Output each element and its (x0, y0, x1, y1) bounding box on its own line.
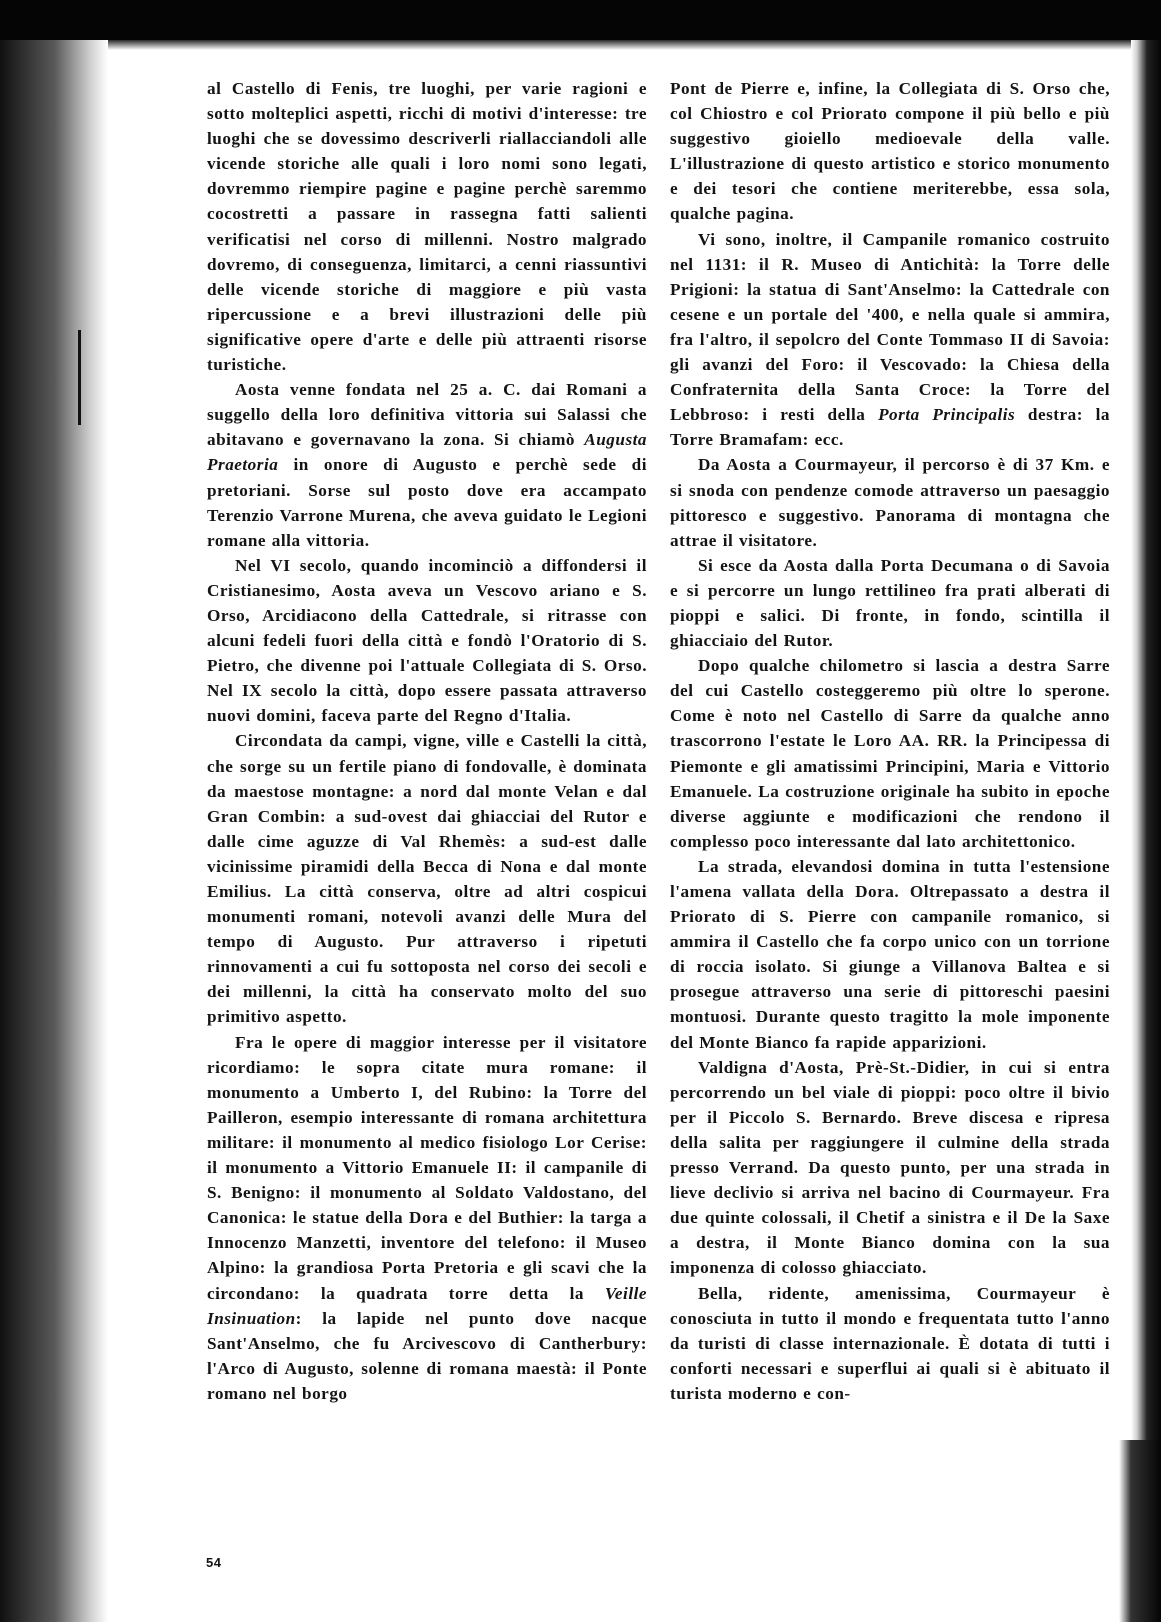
paragraph: al Castello di Fenis, tre luoghi, per varie ragioni e sotto molteplici aspetti, ricchi di motivi d'interesse: tre luoghi che se dovessimo descriverli riallacciandoli alle vicende storiche alle quali i loro nomi sono legati, dovremmo riempire pagine e pagine perchè saremmo cocostretti a passare in rassegna fatti salienti verificatisi nel corso di millenni. Nostro malgrado dovremo, di conseguenza, limitarci, a cenni riassuntivi delle vicende storiche di maggiore e più vasta ripercussione e a brevi illustrazioni delle più significative opere d'arte e delle più attraenti risorse turistiche. (207, 79, 647, 375)
paragraph: Da Aosta a Courmayeur, il percorso è di 37 Km. e si snoda con pendenze comode attraverso un paesaggio pittoresco e suggestivo. Panorama di montagna che attrae il visitatore. (670, 455, 1110, 550)
paragraph: La strada, elevandosi domina in tutta l'estensione l'amena vallata della Dora. Oltrepassato a destra il Priorato di S. Pierre con campanile romanico, si ammira il Castello che fa corpo unico con un torrione di roccia isolato. Si giunge a Villanova Baltea e si prosegue attraverso una serie di pittoreschi paesini montuosi. Durante questo tragitto la mole imponente del Monte Bianco fa rapide apparizioni. (670, 856, 1110, 1052)
paragraph-text: in onore di Augusto e perchè sede di pretoriani. Sorse sul posto dove era accampato Terenzio Varrone Murena, che aveva guidato le Legioni romane alla vittoria. (207, 455, 647, 550)
italic-title: Porta Principalis (878, 405, 1016, 425)
scan-binding-mark (78, 330, 81, 425)
paragraph (207, 377, 647, 553)
scan-top-shadow-fade (0, 40, 1161, 50)
paragraph-text: Vi sono, inoltre, il Campanile romanico costruito nel 1131: il R. Museo di Antichità: la Torre delle Prigioni: la statua di Sant'Anselmo: la Cattedrale con cesene e un portale del '400, e nella quale si ammira, fra l'altro, il sepolcro del Conte Tommaso II di Savoia: gli avanzi del Foro: il Vescovado: la Chiesa della Confraternita della Santa Croce: la Torre del Lebbroso: i resti della (670, 229, 1110, 425)
paragraph-text: : la lapide nel punto dove nacque Sant'Anselmo, che fu Arcivescovo di Cantherbury: l'Arco di Augusto, solenne di romana maestà: il Ponte romano nel borgo (207, 1308, 647, 1403)
paragraph: Nel VI secolo, quando incominciò a diffondersi il Cristianesimo, Aosta aveva un Vescovo ariano e S. Orso, Arcidiacono della Cattedrale, si ritrasse con alcuni fedeli fuori della città e fondò l'Oratorio di S. Pietro, che divenne poi l'attuale Collegiata di S. Orso. Nel IX secolo la città, dopo essere passata attraverso nuovi domini, faceva parte del Regno d'Italia. (207, 555, 647, 726)
italic-title: Augusta Praetoria (207, 430, 648, 475)
scan-corner-shadow (1119, 1440, 1161, 1622)
paragraph-text: destra: la Torre Bramafam: ecc. (670, 405, 1111, 450)
scan-right-shadow (1131, 40, 1161, 1622)
paragraph (207, 1030, 647, 1406)
text-column-right (670, 76, 1110, 1406)
paragraph-text: Aosta venne fondata nel 25 a. C. dai Romani a suggello della loro definitiva vittoria sui Salassi che abitavano e governavano la zona. Si chiamò (207, 380, 647, 450)
paragraph-text: Fra le opere di maggior interesse per il visitatore ricordiamo: le sopra citate mura romane: il monumento a Umberto I, del Rubino: la Torre del Pailleron, esempio interessante di romana architettura militare: il monumento al medico fisiologo Lor Cerise: il monumento a Vittorio Emanuele II: il campanile di S. Benigno: il monumento al Soldato Valdostano, del Canonica: le statue della Dora e del Buthier: la targa a Innocenzo Manzetti, inventore del telefono: il Museo Alpino: la grandiosa Porta Pretoria e gli scavi che la circondano: la quadrata torre detta la (207, 1032, 647, 1303)
paragraph: Valdigna d'Aosta, Prè-St.-Didier, in cui si entra percorrendo un bel viale di pioppi: poco oltre il bivio per il Piccolo S. Bernardo. Breve discesa e ripresa della salita per raggiungere il culmine della strada presso Verrand. Da questo punto, per una strada in lieve declivio si arriva nel bacino di Courmayeur. Fra due quinte colossali, il Chetif a sinistra e il De la Saxe a destra, il Monte Bianco domina con la sua imponenza di colosso ghiacciato. (670, 1057, 1110, 1278)
italic-title: Veille Insinuation (207, 1283, 647, 1328)
paragraph: Si esce da Aosta dalla Porta Decumana o di Savoia e si percorre un lungo rettilineo fra prati alberati di pioppi e salici. Di fronte, in fondo, scintilla il ghiacciaio del Rutor. (670, 555, 1110, 651)
paragraph: Bella, ridente, amenissima, Courmayeur è conosciuta in tutto il mondo e frequentata tutto l'anno da turisti di classe internazionale. È dotata di tutti i conforti necessari e superflui ai quali si è abituato il turista moderno e con- (670, 1283, 1110, 1403)
text-column-left (207, 76, 647, 1406)
paragraph: Dopo qualche chilometro si lascia a destra Sarre del cui Castello costeggeremo più oltre lo sperone. Come è noto nel Castello di Sarre da qualche anno trascorrono l'estate le Loro AA. RR. la Principessa di Piemonte e gli amatissimi Principini, Maria e Vittorio Emanuele. La costruzione originale ha subito in epoche diverse aggiunte e modificazioni che rendono il complesso poco interessante dal lato architettonico. (670, 656, 1110, 851)
scan-binding-shadow (0, 40, 108, 1622)
page-number: 54 (206, 1555, 222, 1570)
paragraph: Circondata da campi, vigne, ville e Castelli la città, che sorge su un fertile piano di fondovalle, è dominata da maestose montagne: a nord dal monte Velan e dal Gran Combin: a sud-ovest dai ghiacciai del Rutor e dalle cime aguzze di Val Rhemès: a sud-est dalle vicinissime piramidi della Becca di Nona e dal monte Emilius. La città conserva, oltre ad altri cospicui monumenti romani, notevoli avanzi delle Mura del tempo di Augusto. Pur attraverso i ripetuti rinnovamenti a cui fu sottoposta nel corso dei secoli e dei millenni, la città ha conservato molto del suo primitivo aspetto. (207, 731, 647, 1027)
scan-top-shadow (0, 0, 1161, 40)
paragraph: Pont de Pierre e, infine, la Collegiata di S. Orso che, col Chiostro e col Priorato compone il più bello e più suggestivo gioiello medioevale della valle. L'illustrazione di questo artistico e storico monumento e dei tesori che contiene meriterebbe, essa sola, qualche pagina. (670, 79, 1110, 224)
paragraph (670, 227, 1110, 453)
